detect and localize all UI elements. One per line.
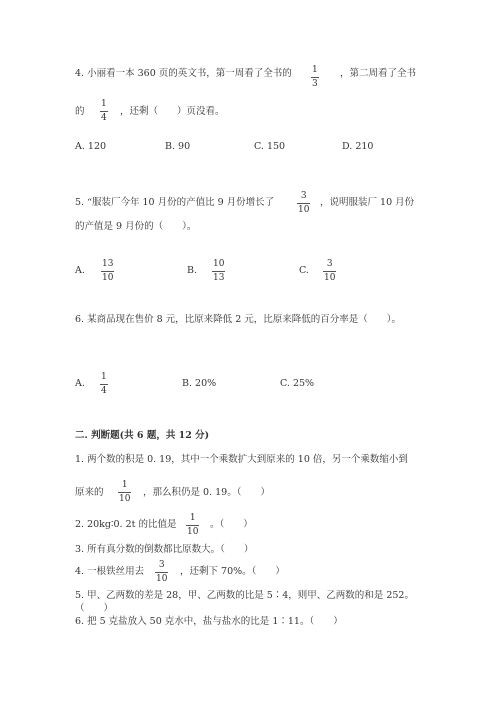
j1-line2-tail: ，那么积仍是 0. 19。（ ） [143, 487, 270, 498]
q4-option-d[interactable]: D. 210 [342, 141, 374, 152]
fraction-denominator: 10 [298, 205, 310, 215]
fraction-bar [323, 271, 336, 272]
j5-line1-text: 5. 甲、乙两数的差是 28，甲、乙两数的比是 5∶4，则甲、乙两数的和是 252。 [75, 590, 414, 601]
q4-line2-head: 的 [75, 106, 85, 117]
j1-line1-text: 1. 两个数的积是 0. 19，其中一个乘数扩大到原来的 10 倍，另一个乘数缩小到 [75, 454, 408, 465]
q4-fraction-one-third [311, 66, 319, 89]
fraction-denominator: 13 [213, 273, 225, 283]
j4-tail: ，还剩下 70%。（ ） [180, 566, 285, 577]
fraction-numerator: 13 [102, 259, 114, 269]
fraction-denominator: 3 [312, 79, 318, 89]
fraction-numerator: 10 [213, 259, 225, 269]
q4-line2-tail: ，还剩（ ）页没看。 [120, 106, 225, 117]
fraction-numerator: 1 [189, 513, 196, 523]
fraction-denominator: 10 [119, 494, 131, 504]
q4-line1-text: 4. 小丽看一本 360 页的英文书，第一周看了全书的 [75, 68, 292, 79]
fraction-bar [311, 77, 319, 78]
q5-option-c-fraction[interactable] [323, 260, 336, 283]
q6-option-c[interactable]: C. 25% [280, 378, 315, 389]
q6-option-a-label[interactable]: A. [75, 378, 85, 389]
j3-text: 3. 所有真分数的倒数都比原数大。（ ） [75, 544, 254, 555]
j5-line2-text: （ ） [75, 603, 114, 614]
section-title-judgment: 二. 判断题(共 6 题，共 12 分) [75, 430, 210, 441]
fraction-bar [118, 492, 131, 493]
j6-text: 6. 把 5 克盐放入 50 克水中，盐与盐水的比是 1∶11。（ ） [75, 616, 343, 627]
fraction-numerator: 1 [101, 99, 107, 109]
q5-line2-text: 的产值是 9 月份的（ ）。 [75, 221, 197, 232]
fraction-denominator: 10 [156, 574, 168, 584]
fraction-bar [212, 271, 225, 272]
fraction-denominator: 10 [324, 273, 336, 283]
q6-option-a-fraction[interactable] [100, 373, 108, 396]
j2-tail: 。（ ） [210, 519, 253, 530]
fraction-numerator: 3 [326, 259, 333, 269]
q5-line1-tail: ，说明服装厂 10 月份 [320, 197, 415, 208]
fraction-bar [186, 525, 199, 526]
fraction-denominator: 10 [187, 527, 199, 537]
q5-line1-text: 5. “服装厂今年 10 月份的产值比 9 月份增长了 [75, 197, 275, 208]
q4-line1-tail: ，第二周看了全书 [340, 68, 417, 79]
q5-option-b-label[interactable]: B. [187, 265, 198, 276]
q5-option-c-label[interactable]: C. [299, 265, 309, 276]
q5-fraction-three-tenths [297, 192, 310, 215]
q5-option-a-fraction[interactable] [101, 260, 114, 283]
q4-fraction-one-fourth [100, 100, 108, 123]
fraction-numerator: 1 [312, 65, 318, 75]
q6-option-b[interactable]: B. 20% [182, 378, 217, 389]
fraction-denominator: 4 [101, 386, 107, 396]
q4-option-a[interactable]: A. 120 [75, 141, 107, 152]
j1-line2-head: 原来的 [75, 487, 104, 498]
q6-line1-text: 6. 某商品现在售价 8 元，比原来降低 2 元，比原来降低的百分率是（ ）。 [75, 314, 402, 325]
q4-option-c[interactable]: C. 150 [254, 141, 286, 152]
q4-option-b[interactable]: B. 90 [165, 141, 191, 152]
j1-fraction-one-tenth [118, 481, 131, 504]
q5-option-b-fraction[interactable] [212, 260, 225, 283]
j2-fraction-one-tenth [186, 514, 199, 537]
fraction-numerator: 1 [101, 372, 107, 382]
fraction-numerator: 1 [121, 480, 128, 490]
j2-text: 2. 20kg∶0. 2t 的比值是 [75, 519, 177, 530]
fraction-bar [297, 203, 310, 204]
fraction-numerator: 3 [158, 560, 165, 570]
fraction-bar [101, 271, 114, 272]
fraction-bar [100, 111, 108, 112]
j4-fraction-three-tenths [155, 561, 168, 584]
q5-option-a-label[interactable]: A. [75, 265, 85, 276]
j4-text: 4. 一根铁丝用去 [75, 566, 145, 577]
fraction-bar [100, 384, 108, 385]
fraction-denominator: 4 [101, 113, 107, 123]
fraction-bar [155, 572, 168, 573]
fraction-numerator: 3 [300, 191, 307, 201]
fraction-denominator: 10 [102, 273, 114, 283]
